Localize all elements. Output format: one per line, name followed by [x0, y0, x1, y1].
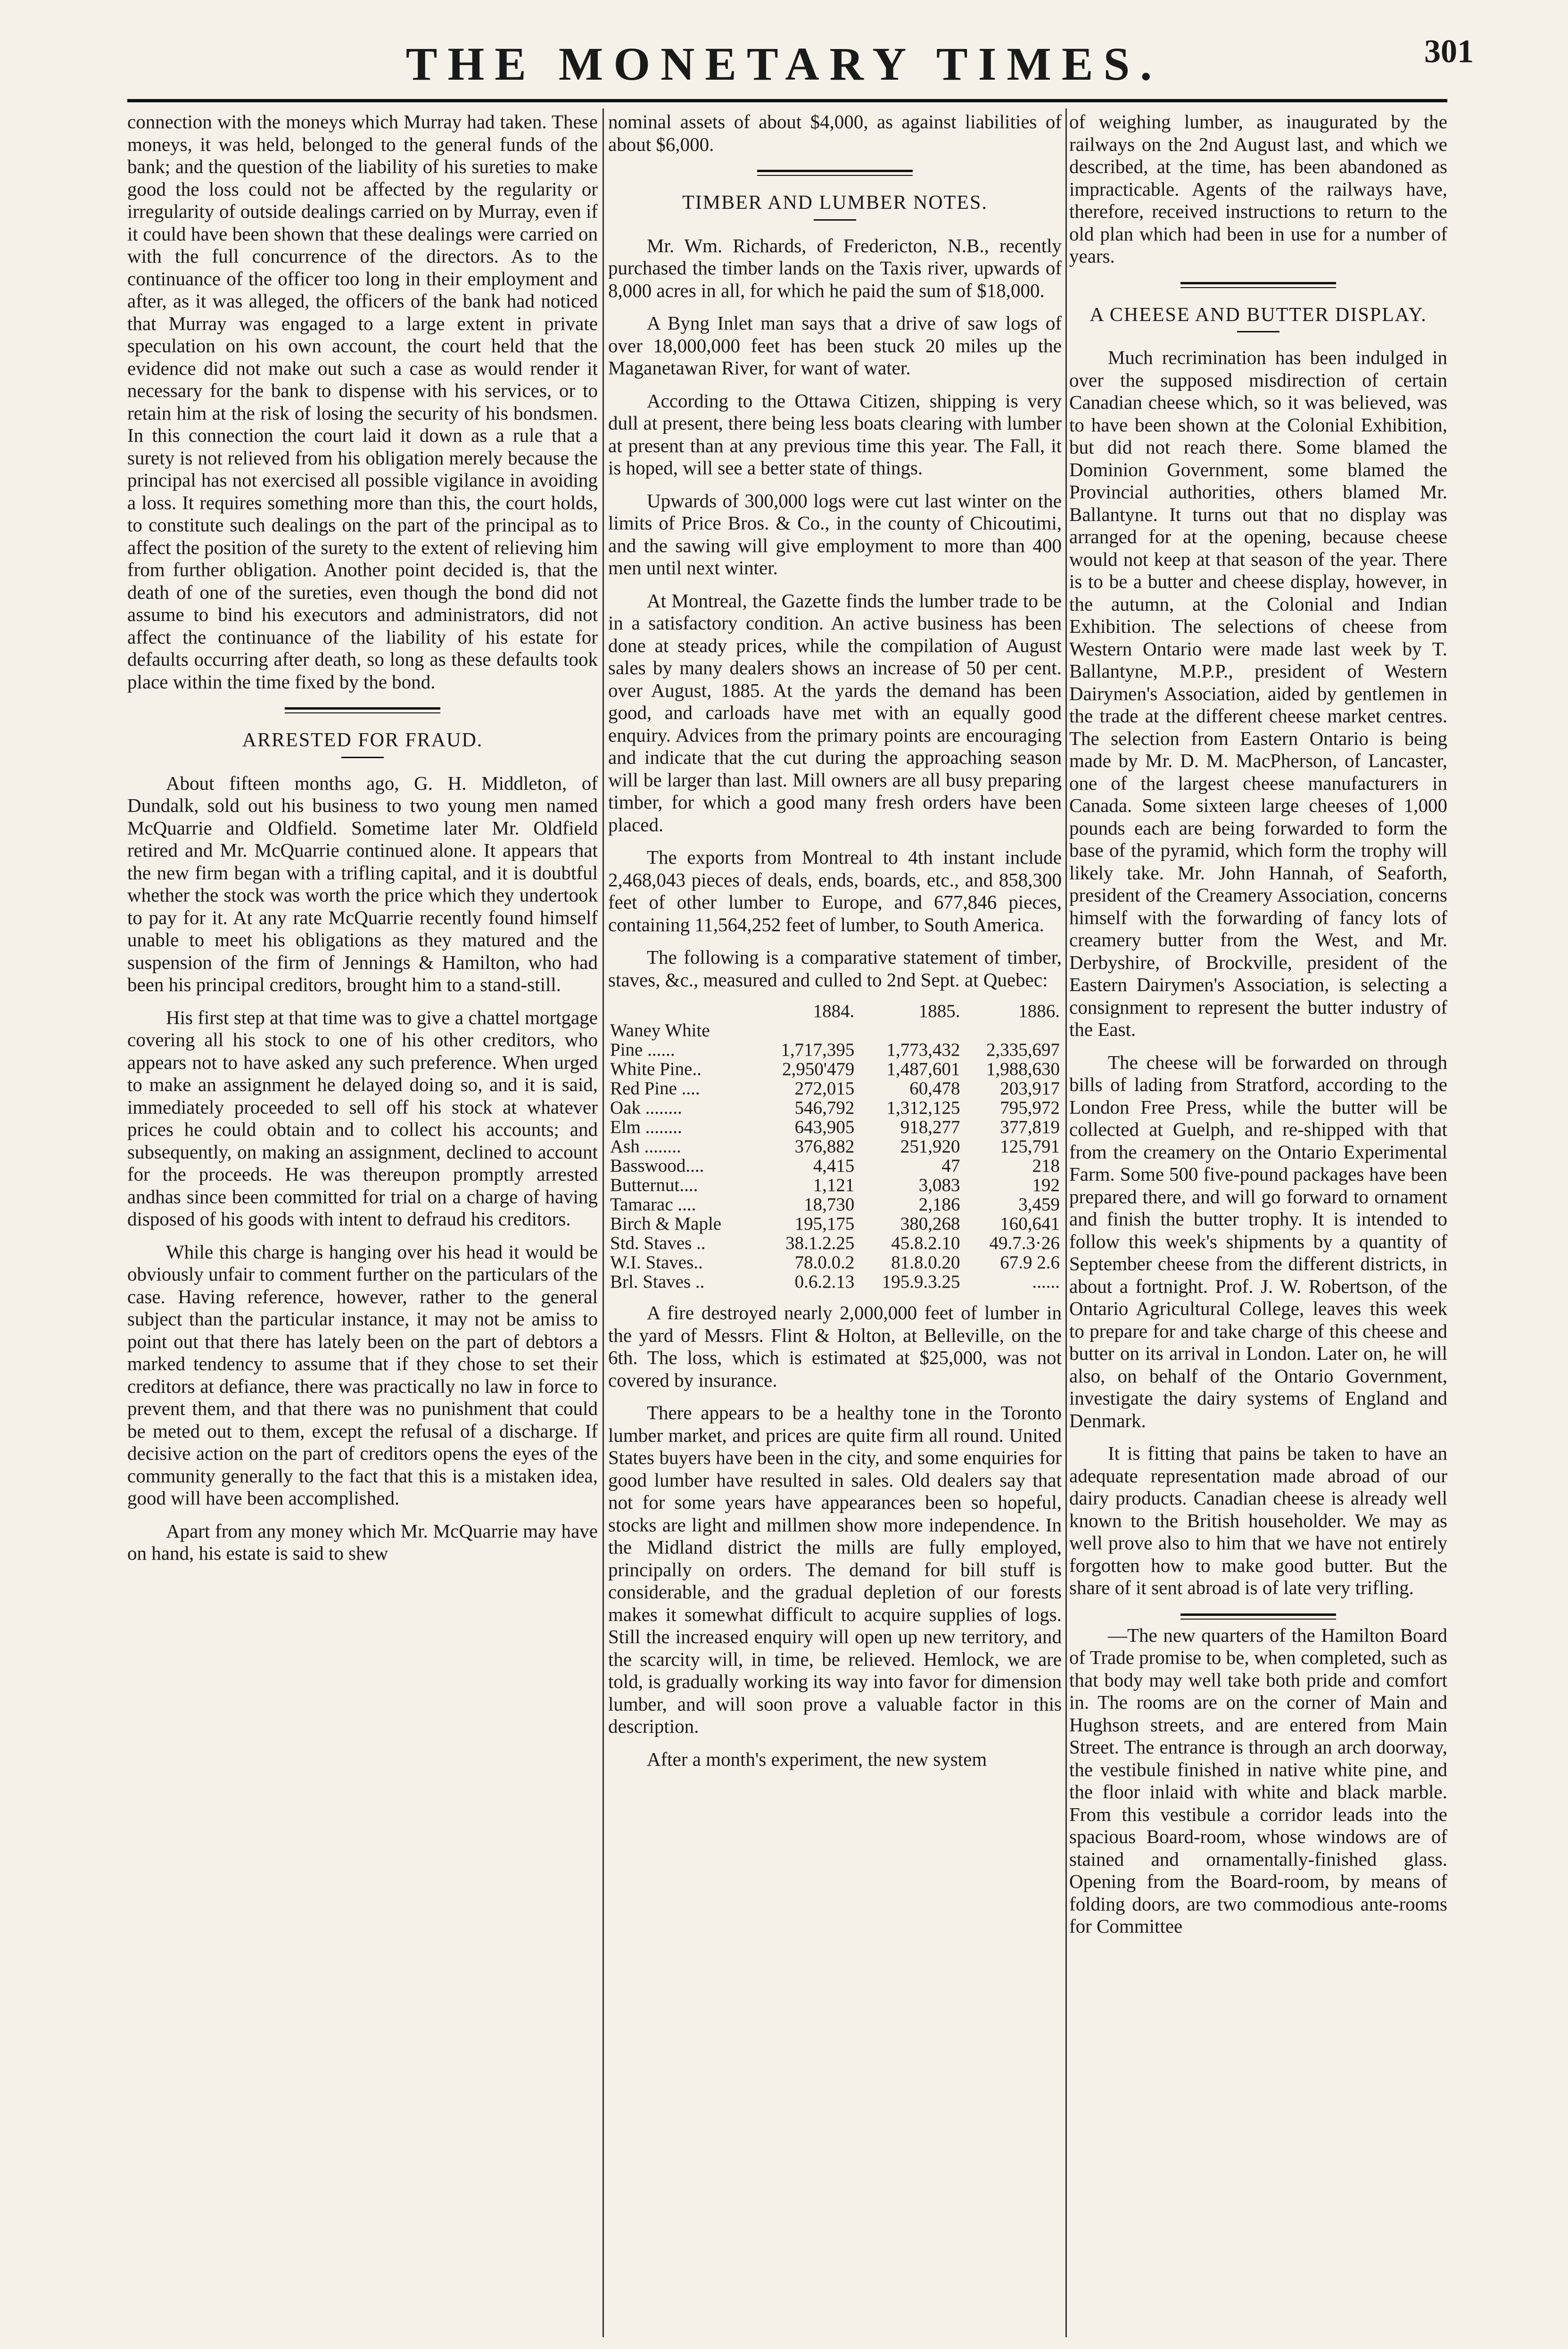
- table-cell: 546,792: [794, 1098, 855, 1118]
- article-heading: ARRESTED FOR FRAUD.: [242, 729, 483, 751]
- section-separator: [285, 707, 440, 713]
- table-row: [608, 1195, 1062, 1214]
- article-paragraph: His first step at that time was to give a chattel mortgage covering all his stock to one of his other creditors, who appears not to have asked any such preference. When urged to make an assignment he delayed doing so, and it is said, immediately proceeded to sell off his stock at whatever prices he could obtain and to collect his accounts; and subsequently, on making an assignment, declined to account for the proceeds. He was thereupon promptly arrested andhas since been committed for trial on a charge of having disposed of his goods with intent to defraud his creditors.: [127, 1006, 598, 1230]
- masthead-title: THE MONETARY TIMES.: [405, 38, 1163, 90]
- heading-rule: [814, 219, 856, 221]
- table-cell: [962, 1021, 1062, 1040]
- table-cell: 18,730: [804, 1194, 855, 1215]
- section-separator: [757, 170, 913, 176]
- column-1: [127, 111, 598, 1575]
- table-cell: 1,988,630: [986, 1059, 1060, 1079]
- article-paragraph: The cheese will be forwarded on through bills of lading from Stratford, according to the London Free Press, while the butter will be collected at Guelph, and re-shipped with that from the creamery on the Ontario Experimental Farm. Some 500 five-pound packages have been prepared there, and will go forward to ornament and finish the butter trophy. It is intended to follow this week's shipments by a quantity of September cheese from the different districts, in about a fortnight. Prof. J. W. Robertson, of the Ontario Agricultural College, leaves this week to prepare for and take charge of this cheese and butter on its arrival in London. Later on, he will also, on behalf of the Ontario Government, investigate the dairy systems of England and Denmark.: [1069, 1051, 1447, 1431]
- heading-rule: [1237, 331, 1279, 332]
- table-row: [608, 1214, 1062, 1233]
- table-cell: 272,015: [794, 1078, 855, 1099]
- article-paragraph: While this charge is hanging over his head it would be obviously unfair to comment further on the particulars of the case. Having reference, however, rather to the general subject than the particular instance, it may not be amiss to point out that there has lately been on the part of debtors a marked tendency to assume that if they chose to set their creditors at defiance, there was practically no law in force to prevent them, and that there was no punishment that could be meted out to them, except the refusal of a discharge. If decisive action on the part of creditors opens the eyes of the community generally to the fact that this is a mistaken idea, good will have been accomplished.: [127, 1241, 598, 1509]
- table-row-label: Butternut....: [610, 1175, 698, 1195]
- article-paragraph: The following is a comparative statement of timber, staves, &c., measured and culled to 2nd Sept. at Quebec:: [608, 946, 1062, 991]
- table-row: [608, 1156, 1062, 1175]
- table-cell: 2,950'479: [782, 1059, 855, 1079]
- page-header: [0, 28, 1568, 90]
- table-row: [608, 1117, 1062, 1137]
- table-cell: 45.8.2.10: [891, 1233, 960, 1253]
- table-cell: 195,175: [794, 1214, 855, 1234]
- table-row-label: Brl. Staves ..: [610, 1272, 705, 1292]
- article-paragraph: nominal assets of about $4,000, as against liabilities of about $6,000.: [608, 111, 1062, 155]
- table-row-label: Waney White: [610, 1020, 710, 1041]
- table-body: [608, 1021, 1062, 1291]
- article-paragraph: Upwards of 300,000 logs were cut last winter on the limits of Price Bros. & Co., in the county of Chicoutimi, and the sawing will give employment to more than 400 men until next winter.: [608, 489, 1062, 579]
- section-separator: [1180, 1613, 1336, 1620]
- article-paragraph: According to the Ottawa Citizen, shipping is very dull at present, there being less boats clearing with lumber at present than at any previous time this year. The Fall, it is hoped, will see a better state of things.: [608, 389, 1062, 479]
- article-paragraph: Apart from any money which Mr. McQuarrie may have on hand, his estate is said to shew: [127, 1520, 598, 1564]
- article-paragraph: connection with the moneys which Murray had taken. These moneys, it was held, belonged to the general funds of the bank; and the question of the liability of his sureties to make good the loss could not be affected by the regularity or irregularity of outside dealings carried on by Murray, even if it could have been shown that these dealings were carried on with the full concurrence of the directors. As to the continuance of the officer too long in their employment and after, as it was alleged, the officers of the bank had noticed that Murray was engaged to a large extent in private speculation on his own account, the court held that the evidence did not make out such a case as would render it necessary for the bank to dispense with his services, or to retain him at the risk of losing the security of his bondsmen. In this connection the court laid it down as a rule that a surety is not relieved from his obligation merely because the principal has not exercised all possible vigilance in avoiding a loss. It requires something more than this, the court holds, to constitute such dealings on the part of the principal as to affect the position of the surety to the extent of relieving him from further obligation. Another point decided is, that the death of one of the sureties, even though the bond did not assume to bind his executors and administrators, did not affect the continuance of the liability of his estate for defaults occurring after death, so long as these defaults took place within the time fixed by the bond.: [127, 111, 598, 693]
- table-cell: 1,312,125: [886, 1098, 960, 1118]
- table-header-cell: 1885.: [918, 1001, 960, 1021]
- table-cell: 1,717,395: [781, 1040, 855, 1060]
- table-cell: 192: [1032, 1175, 1060, 1195]
- table-row: [608, 1137, 1062, 1156]
- table-cell: 47: [941, 1156, 960, 1176]
- table-cell: 380,268: [900, 1214, 960, 1234]
- section-separator: [1180, 282, 1336, 288]
- column-divider: [1065, 108, 1067, 2337]
- table-cell: 1,487,601: [886, 1059, 960, 1079]
- table-row-label: Birch & Maple: [610, 1214, 722, 1234]
- table-cell: 376,882: [794, 1136, 855, 1157]
- table-cell: 38.1.2.25: [785, 1233, 855, 1253]
- article-paragraph: A Byng Inlet man says that a drive of saw logs of over 18,000,000 feet has been stuck 20 miles up the Maganetawan River, for want of water.: [608, 312, 1062, 379]
- table-cell: 4,415: [813, 1156, 855, 1176]
- table-cell: 160,641: [1000, 1214, 1060, 1234]
- table-row: [608, 1253, 1062, 1272]
- table-header-cell: 1886.: [1018, 1001, 1060, 1021]
- table-cell: 81.8.0.20: [891, 1252, 960, 1273]
- table-row-label: Std. Staves ..: [610, 1233, 706, 1253]
- table-header-row: [608, 1001, 1062, 1021]
- table-row-label: Basswood....: [610, 1156, 704, 1176]
- article-paragraph: At Montreal, the Gazette finds the lumber trade to be in a satisfactory condition. An active business has been done at steady prices, while the compilation of August sales by many dealers shows an increase of 50 per cent. over August, 1885. At the yards the demand has been good, and carloads have met with an equally good enquiry. Advices from the primary points are encouraging and indicate that the cut during the approaching season will be larger than last. Mill owners are all busy preparing timber, for which a good many fresh orders have been placed.: [608, 589, 1062, 835]
- timber-statement-table: [608, 1001, 1062, 1291]
- heading-rule: [341, 757, 384, 758]
- table-cell: 795,972: [1000, 1098, 1060, 1118]
- article-paragraph: A fire destroyed nearly 2,000,000 feet of lumber in the yard of Messrs. Flint & Holton, at Belleville, on the 6th. The loss, which is estimated at $25,000, was not covered by insurance.: [608, 1302, 1062, 1391]
- table-cell: 195.9.3.25: [882, 1272, 960, 1292]
- table-cell: 1,121: [813, 1175, 855, 1195]
- table-cell: 218: [1032, 1156, 1060, 1176]
- table-header-cell: 1884.: [813, 1001, 855, 1021]
- table-cell: 643,905: [794, 1117, 855, 1137]
- article-paragraph: There appears to be a healthy tone in the Toronto lumber market, and prices are quite firm all round. United States buyers have been in the city, and some enquiries for good lumber have resulted in sales. Old dealers say that not for some years have appearances been so hopeful, stocks are light and millmen show more independence. In the Midland district the mills are fully employed, principally on orders. The demand for bill stuff is considerable, and the gradual depletion of our forests makes it somewhat difficult to acquire supplies of logs. Still the increased enquiry will open up new territory, and the scarcity will, in time, be relieved. Hemlock, we are told, is gradually working its way into favor for dimension lumber, and will soon prove a valuable factor in this description.: [608, 1402, 1062, 1737]
- table-cell: 3,459: [1018, 1194, 1060, 1215]
- article-paragraph: About fifteen months ago, G. H. Middleton, of Dundalk, sold out his business to two young men named McQuarrie and Oldfield. Sometime later Mr. Oldfield retired and Mr. McQuarrie continued alone. It appears that the new firm began with a trifling capital, and it is doubtful whether the stock was worth the price which they undertook to pay for it. At any rate McQuarrie recently found himself unable to meet his obligations as they matured and the suspension of the firm of Jennings & Hamilton, who had been his principal creditors, brought him to a stand-still.: [127, 772, 598, 995]
- table-cell: 3,083: [918, 1175, 960, 1195]
- table-row-label: Red Pine ....: [610, 1078, 700, 1099]
- table-cell: ......: [1032, 1272, 1060, 1292]
- table-row-label: Pine ......: [610, 1040, 675, 1060]
- article-paragraph: It is fitting that pains be taken to have an adequate representation made abroad of our dairy products. Canadian cheese is already well known to the British householder. We may as well prove also to him that we have not entirely forgotten how to make good butter. But the share of it sent abroad is of late very trifling.: [1069, 1442, 1447, 1598]
- table-header-cell: [608, 1001, 757, 1021]
- table-row-label: Ash ........: [610, 1136, 681, 1157]
- article-paragraph: of weighing lumber, as inaugurated by the railways on the 2nd August last, and which we described, at the time, has been abandoned as impracticable. Agents of the railways have, therefore, received instructions to return to the old plan which had been in use for a number of years.: [1069, 111, 1447, 267]
- table-row: [608, 1175, 1062, 1195]
- table-cell: 2,335,697: [986, 1040, 1060, 1060]
- column-divider: [602, 108, 604, 2337]
- table-cell: 2,186: [918, 1194, 960, 1215]
- article-paragraph: Mr. Wm. Richards, of Fredericton, N.B., recently purchased the timber lands on the Taxis river, upwards of 8,000 acres in all, for which he paid the sum of $18,000.: [608, 234, 1062, 301]
- table-row: [608, 1233, 1062, 1253]
- table-row: [608, 1098, 1062, 1117]
- table-row: [608, 1272, 1062, 1291]
- table-cell: 60,478: [909, 1078, 960, 1099]
- table-cell: [856, 1021, 962, 1040]
- article-paragraph: After a month's experiment, the new system: [647, 1748, 987, 1770]
- header-rule: [127, 99, 1447, 102]
- table-row-label: White Pine..: [610, 1059, 701, 1079]
- table-cell: 251,920: [900, 1136, 960, 1157]
- table-cell: 203,917: [1000, 1078, 1060, 1099]
- table-row: [608, 1079, 1062, 1098]
- article-paragraph: The exports from Montreal to 4th instant include 2,468,043 pieces of deals, ends, boards, etc., and 858,300 feet of other lumber to Europe, and 677,846 pieces, containing 11,564,252 feet of lumber, to South America.: [608, 846, 1062, 935]
- table-cell: 67.9 2.6: [1000, 1252, 1060, 1273]
- article-heading: A CHEESE AND BUTTER DISPLAY.: [1089, 304, 1427, 326]
- table-cell: 78.0.0.2: [794, 1252, 855, 1273]
- table-cell: 918,277: [900, 1117, 960, 1137]
- table-cell: 1,773,432: [886, 1040, 960, 1060]
- article-paragraph: —The new quarters of the Hamilton Board of Trade promise to be, when completed, such as that body may well take both pride and comfort in. The rooms are on the corner of Main and Hughson streets, and are entered from Main Street. The entrance is through an arch doorway, the vestibule finished in native white pine, and the floor inlaid with white and black marble. From this vestibule a corridor leads into the spacious Board-room, whose windows are of stained and ornamentally-finished glass. Opening from the Board-room, by means of folding doors, are two commodious ante-rooms for Committee: [1069, 1624, 1447, 1937]
- page-number: 301: [1424, 33, 1474, 70]
- table-cell: 0.6.2.13: [794, 1272, 855, 1292]
- table-row-label: W.I. Staves..: [610, 1252, 703, 1273]
- table-cell: 49.7.3·26: [989, 1233, 1060, 1253]
- table-row-label: Oak ........: [610, 1098, 682, 1118]
- table-row-label: Elm ........: [610, 1117, 682, 1137]
- table-row: [608, 1040, 1062, 1059]
- table-row: [608, 1059, 1062, 1079]
- column-3: [1069, 111, 1447, 1948]
- column-2: [608, 111, 1062, 1781]
- table-cell: [757, 1021, 857, 1040]
- table-cell: 125,791: [1000, 1136, 1060, 1157]
- table-row-label: Tamarac ....: [610, 1194, 696, 1215]
- article-heading: TIMBER AND LUMBER NOTES.: [682, 192, 988, 214]
- table-row: [608, 1021, 1062, 1040]
- table-cell: 377,819: [1000, 1117, 1060, 1137]
- article-paragraph: Much recrimination has been indulged in over the supposed misdirection of certain Canadian cheese which, so it was believed, was to have been shown at the Colonial Exhibition, but did not reach there. Some blamed the Dominion Government, some blamed the Provincial authorities, others blamed Mr. Ballantyne. It turns out that no display was arranged for at the opening, because cheese would not keep at that season of the year. There is to be a butter and cheese display, however, in the autumn, at the Colonial and Indian Exhibition. The selections of cheese from Western Ontario were made last week by T. Ballantyne, M.P.P., president of Western Dairymen's Association, aided by gentlemen in the trade at the different cheese market centres. The selection from Eastern Ontario is being made by Mr. D. M. MacPherson, of Lancaster, one of the largest cheese manufacturers in Canada. Some sixteen large cheeses of 1,000 pounds each are being forwarded to form the base of the pyramid, which form the trophy will likely take. Mr. John Hannah, of Seaforth, president of the Creamery Association, concerns himself with the forwarding of fancy lots of creamery butter from the West, and Mr. Derbyshire, of Brockville, president of the Eastern Dairymen's Association, is selecting a consignment to represent the butter industry of the East.: [1069, 347, 1447, 1040]
